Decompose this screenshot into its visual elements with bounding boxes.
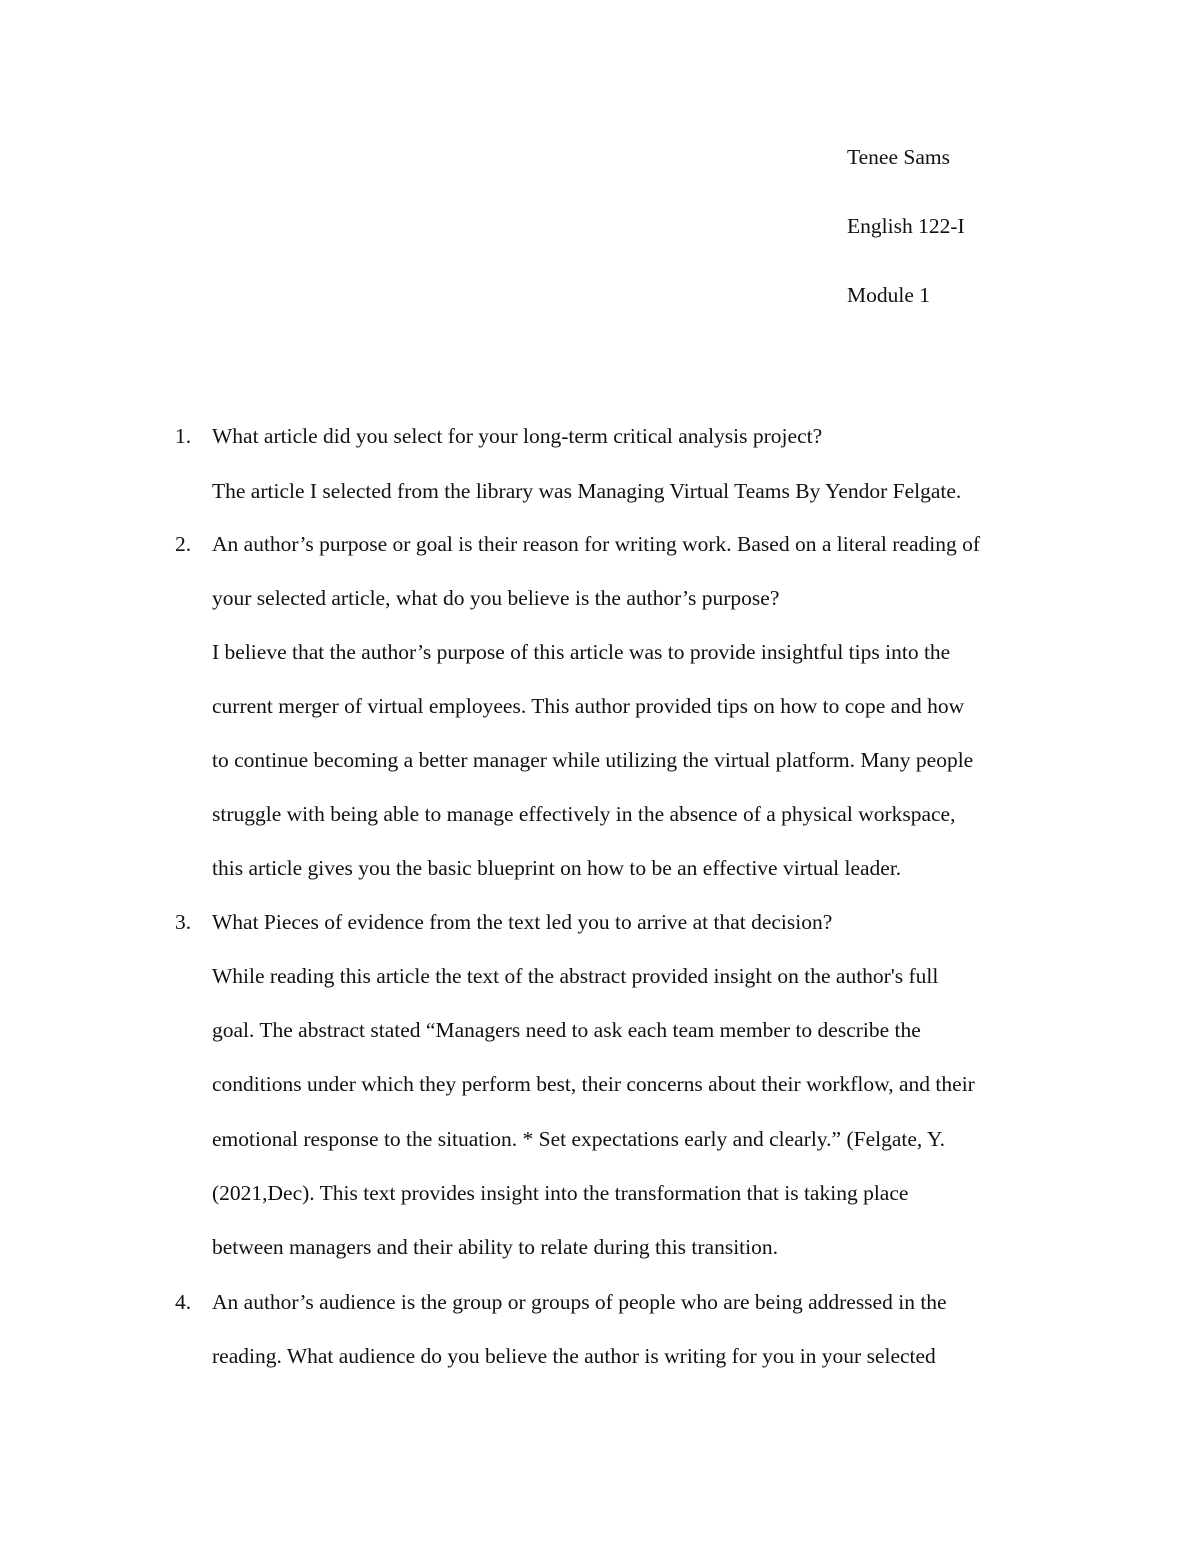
answer-line: The article I selected from the library was Managing Virtual Teams By Yendor Felgate. (212, 479, 962, 503)
item-number: 3. (175, 910, 192, 934)
question-line: An author’s purpose or goal is their reason for writing work. Based on a literal reading of (212, 532, 981, 556)
answer-line: struggle with being able to manage effectively in the absence of a physical workspace, (212, 802, 956, 826)
module-label: Module 1 (847, 283, 931, 307)
question-line: your selected article, what do you believe is the author’s purpose? (212, 586, 780, 610)
item-number: 4. (175, 1290, 192, 1314)
answer-line: (2021,Dec). This text provides insight into the transformation that is taking place (212, 1181, 909, 1205)
answer-line: While reading this article the text of the abstract provided insight on the author's full (212, 964, 939, 988)
answer-line: to continue becoming a better manager while utilizing the virtual platform. Many people (212, 748, 974, 772)
answer-line: between managers and their ability to relate during this transition. (212, 1235, 779, 1259)
answer-line: current merger of virtual employees. This author provided tips on how to cope and how (212, 694, 965, 718)
item-number: 1. (175, 424, 192, 448)
answer-line: conditions under which they perform best, their concerns about their workflow, and their (212, 1072, 975, 1096)
student-name: Tenee Sams (847, 145, 950, 169)
question-line: reading. What audience do you believe the author is writing for you in your selected (212, 1344, 936, 1368)
answer-line: I believe that the author’s purpose of this article was to provide insightful tips into the (212, 640, 951, 664)
answer-line: goal. The abstract stated “Managers need to ask each team member to describe the (212, 1018, 921, 1042)
answer-line: emotional response to the situation. * Set expectations early and clearly.” (Felgate, Y. (212, 1127, 945, 1151)
question-line: An author’s audience is the group or groups of people who are being addressed in the (212, 1290, 947, 1314)
answer-line: this article gives you the basic blueprint on how to be an effective virtual leader. (212, 856, 902, 880)
question-line: What article did you select for your long-term critical analysis project? (212, 424, 823, 448)
course-name: English 122-I (847, 214, 965, 238)
item-number: 2. (175, 532, 192, 556)
question-line: What Pieces of evidence from the text led you to arrive at that decision? (212, 910, 833, 934)
